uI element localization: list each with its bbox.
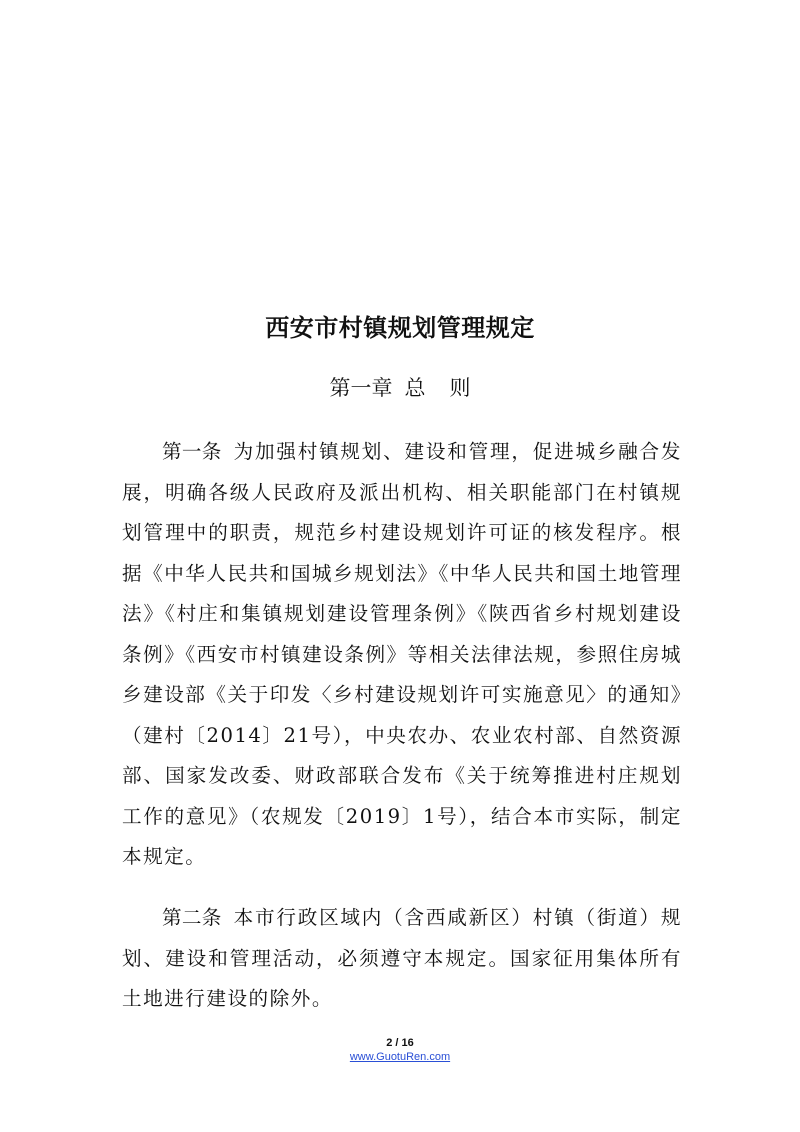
chapter-name-part1: 总 [404,376,426,400]
chapter-name-part2: 则 [449,376,471,400]
article-label: 第二条 [162,906,222,929]
article-paragraph [122,432,682,878]
page-footer [0,1036,800,1064]
article-2 [122,898,682,1020]
website-link[interactable]: www.GuotuRen.com [349,1051,451,1063]
page-indicator: 2 / 16 [386,1037,414,1049]
article-label: 第一条 [162,440,222,463]
article-text: 本市行政区域内（含西咸新区）村镇（街道）规划、建设和管理活动，必须遵守本规定。国家征用集体所有土地进行建设的除外。 [122,906,683,1010]
article-text: 为加强村镇规划、建设和管理，促进城乡融合发展，明确各级人民政府及派出机构、相关职能部门在村镇规划管理中的职责，规范乡村建设规划许可证的核发程序。根据《中华人民共和国城乡规划法》《中华人民共和国土地管理法》《村庄和集镇规划建设管理条例》《陕西省乡村规划建设条例》《西安市村镇建设条例》等相关法律法规，参照住房城乡建设部《关于印发〈乡村建设规划许可实施意见〉的通知》（建村〔2014〕21号），中央农办、农业农村部、自然资源部、国家发改委、财政部联合发布《关于统筹推进村庄规划工作的意见》（农规发〔2019〕1号），结合本市实际，制定本规定。 [122,440,683,868]
document-title: 西安市村镇规划管理规定 [265,314,535,342]
article-paragraph [122,898,682,1020]
chapter-heading [0,372,800,404]
chapter-label: 第一章 [329,376,393,400]
article-1 [122,432,682,878]
